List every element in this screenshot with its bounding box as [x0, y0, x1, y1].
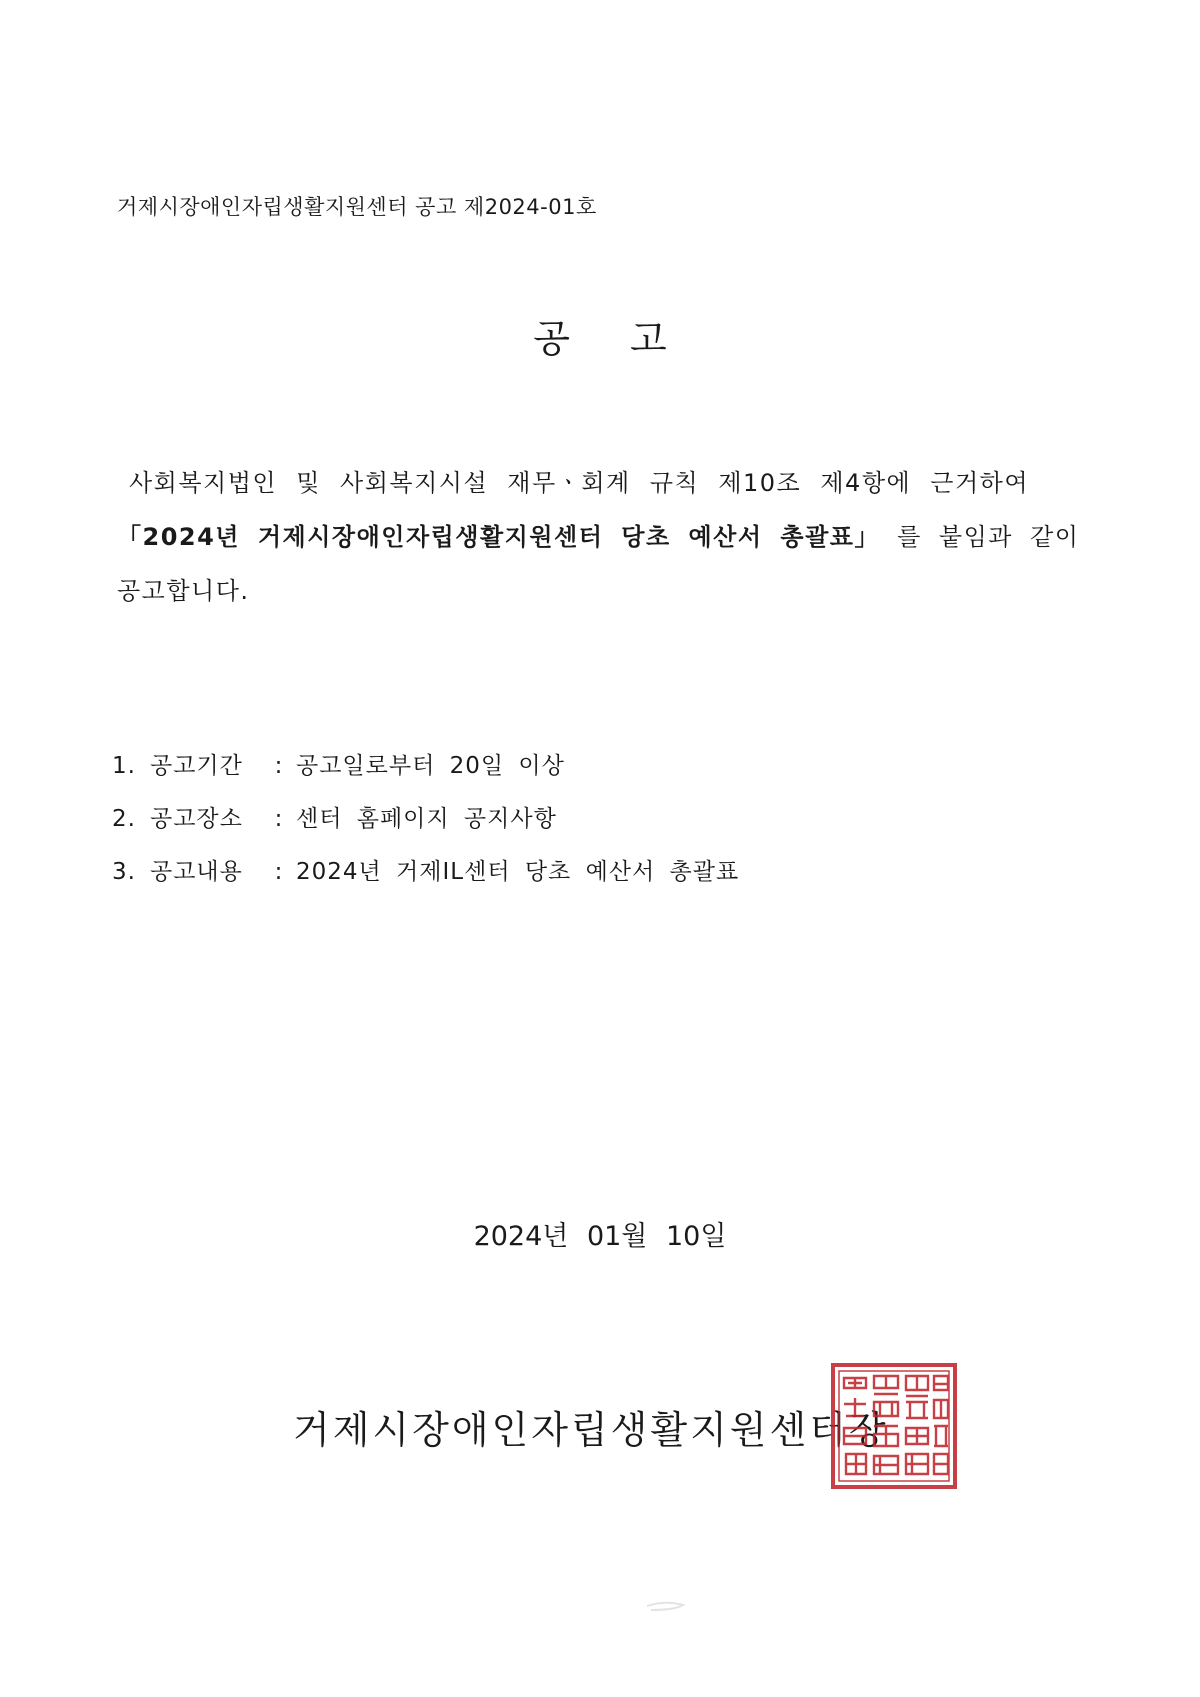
item-colon: :	[274, 859, 284, 885]
list-item	[112, 740, 739, 793]
announcement-body	[117, 456, 1087, 618]
item-label: 공고기간	[150, 753, 243, 779]
budget-document-title: 「2024년 거제시장애인자립생활지원센터 당초 예산서 총괄표」	[117, 523, 880, 551]
item-number: 2.	[112, 806, 136, 832]
body-line-1: 사회복지법인 및 사회복지시설 재무ㆍ회계 규칙 제10조 제4항에 근거하여	[129, 469, 1030, 497]
announcement-details-list	[112, 740, 739, 899]
item-label: 공고내용	[150, 859, 243, 885]
item-number: 1.	[112, 753, 136, 779]
document-title: 공고	[533, 317, 727, 361]
item-label: 공고장소	[150, 806, 243, 832]
body-line-2-rest: 를 붙임과 같이	[897, 523, 1080, 551]
official-seal-stamp	[830, 1362, 958, 1490]
body-line-3: 공고합니다.	[117, 577, 250, 605]
list-item	[112, 846, 739, 899]
item-colon: :	[274, 806, 284, 832]
item-value: 센터 홈페이지 공지사항	[296, 806, 557, 832]
item-value: 2024년 거제IL센터 당초 예산서 총괄표	[296, 859, 740, 885]
item-value: 공고일로부터 20일 이상	[296, 753, 565, 779]
item-number: 3.	[112, 859, 136, 885]
list-item	[112, 793, 739, 846]
announcement-number: 거제시장애인자립생활지원센터 공고 제2024-01호	[117, 195, 597, 219]
item-colon: :	[274, 753, 284, 779]
scan-artifact-mark	[645, 1598, 687, 1614]
announcement-date: 2024년 01월 10일	[473, 1221, 727, 1252]
body-line-2	[117, 510, 1087, 564]
signer-name: 거제시장애인자립생활지원센터장	[293, 1408, 889, 1452]
